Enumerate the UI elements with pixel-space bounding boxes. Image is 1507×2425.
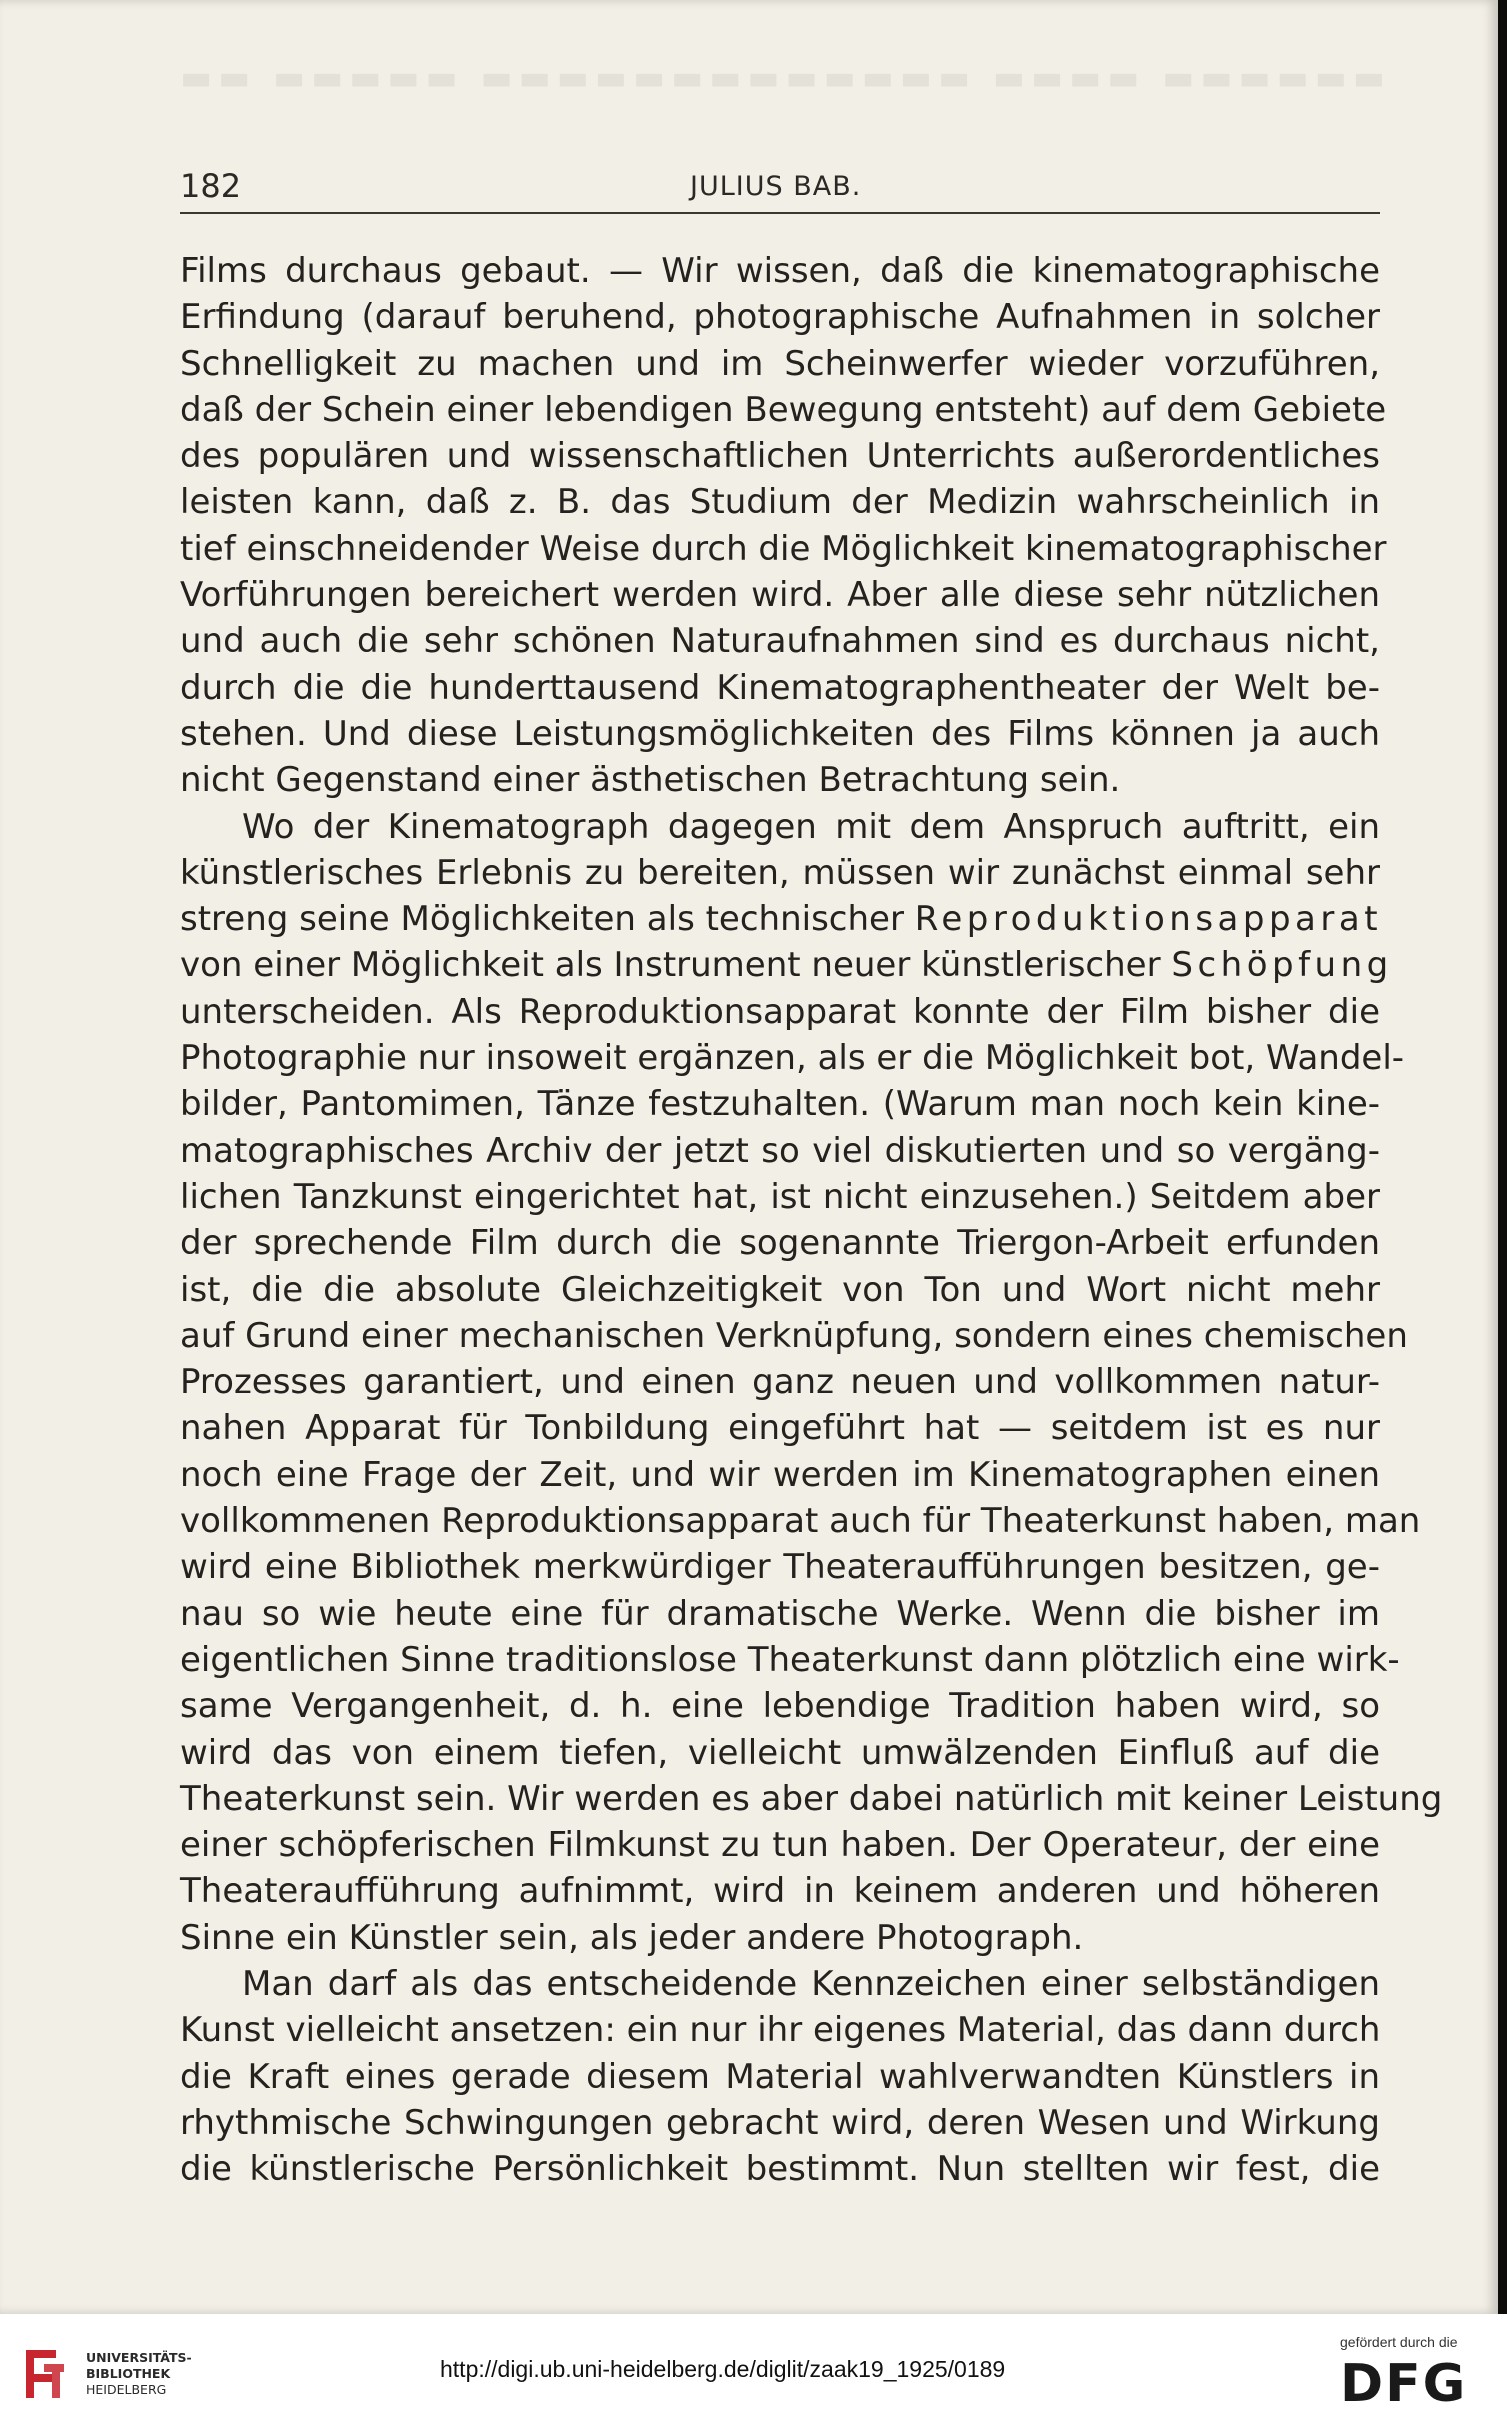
dfg-logo: DFG [1340, 2354, 1468, 2414]
text-line: leisten kann, daß z. B. das Studium der Medizin wahrscheinlich in [180, 482, 1380, 523]
text-line: Photographie nur insoweit ergänzen, als er die Möglichkeit bot, Wandel- [180, 1038, 1405, 1079]
text-line: des populären und wissenschaftlichen Unterrichts außerordentliches [180, 436, 1380, 477]
text-line: wird eine Bibliothek merkwürdiger Theateraufführungen besitzen, ge- [180, 1547, 1380, 1588]
text-line: daß der Schein einer lebendigen Bewegung entsteht) auf dem Gebiete [180, 389, 1387, 430]
text-line: Kunst vielleicht ansetzen: ein nur ihr eigenes Material, das dann durch [180, 2010, 1381, 2051]
text-line: der sprechende Film durch die sogenannte Triergon-Arbeit erfunden [180, 1223, 1380, 1264]
text-line: eigentlichen Sinne traditionslose Theaterkunst dann plötzlich eine wirk- [180, 1639, 1400, 1680]
text-line: Schnelligkeit zu machen und im Scheinwerfer wieder vorzuführen, [180, 343, 1380, 384]
body-text [180, 248, 1443, 2192]
text-line: matographisches Archiv der jetzt so viel diskutierten und so vergäng- [180, 1130, 1380, 1171]
text-line: die Kraft eines gerade diesem Material wahlverwandten Künstlers in [180, 2056, 1380, 2097]
text-line: Sinne ein Künstler sein, als jeder andere Photograph. [180, 1917, 1084, 1958]
text-line: Films durchaus gebaut. — Wir wissen, daß die kinematographische [180, 251, 1380, 291]
text-segment: streng seine Möglichkeiten als technischer [180, 899, 915, 940]
text-line: und auch die sehr schönen Naturaufnahmen sind es durchaus nicht, [180, 621, 1380, 662]
text-line: Wo der Kinematograph dagegen mit dem Anspruch auftritt, ein [242, 806, 1380, 847]
library-name-line: UNIVERSITÄTS- [86, 2350, 192, 2365]
text-line: Theaterkunst sein. Wir werden es aber dabei natürlich mit keiner Leistung [180, 1778, 1443, 1819]
text-line: ist, die die absolute Gleichzeitigkeit von Ton und Wort nicht mehr [180, 1269, 1380, 1310]
emphasized-term: Reproduktionsapparat [914, 899, 1383, 940]
text-line: Prozesses garantiert, und einen ganz neuen und vollkommen natur- [180, 1362, 1380, 1403]
text-line [180, 896, 1383, 942]
text-line: rhythmische Schwingungen gebracht wird, deren Wesen und Wirkung [180, 2102, 1380, 2143]
text-line: tief einschneidender Weise durch die Möglichkeit kinematographischer [180, 528, 1387, 569]
text-line: nau so wie heute eine für dramatische Werke. Wenn die bisher im [180, 1593, 1380, 1634]
bleed-through-text: ▬▬ ▬▬▬▬▬ ▬▬▬▬▬▬▬▬▬▬▬▬▬ ▬▬▬▬ ▬▬▬▬▬▬ [180, 58, 1391, 98]
text-line [180, 942, 1393, 988]
source-url-link[interactable]: http://digi.ub.uni-heidelberg.de/diglit/zaak19_1925/0189 [440, 2356, 1006, 2382]
text-line: noch eine Frage der Zeit, und wir werden im Kinematographen einen [180, 1454, 1380, 1495]
text-line: nicht Gegenstand einer ästhetischen Betrachtung sein. [180, 760, 1121, 801]
text-line: Erfindung (darauf beruhend, photographische Aufnahmen in solcher [180, 297, 1380, 338]
library-name-line: BIBLIOTHEK [86, 2366, 171, 2381]
emphasized-term: Schöpfung [1171, 945, 1393, 986]
text-line: auf Grund einer mechanischen Verknüpfung, sondern eines chemischen [180, 1315, 1408, 1356]
text-line: unterscheiden. Als Reproduktionsapparat konnte der Film bisher die [180, 991, 1380, 1032]
page-header [180, 167, 1380, 214]
library-name [86, 2350, 192, 2398]
text-line: vollkommenen Reproduktionsapparat auch für Theaterkunst haben, man [180, 1501, 1421, 1542]
text-line: durch die die hunderttausend Kinematographentheater der Welt be- [180, 667, 1380, 708]
page-number: 182 [180, 167, 242, 205]
text-line: nahen Apparat für Tonbildung eingeführt hat — seitdem ist es nur [180, 1408, 1380, 1449]
text-line: Theateraufführung aufnimmt, wird in keinem anderen und höheren [180, 1871, 1380, 1912]
text-segment: von einer Möglichkeit als Instrument neuer künstlerischer [180, 945, 1172, 986]
text-line: wird das von einem tiefen, vielleicht umwälzenden Einfluß auf die [180, 1732, 1380, 1773]
funding-note: gefördert durch die [1340, 2334, 1458, 2350]
text-line: same Vergangenheit, d. h. eine lebendige Tradition haben wird, so [180, 1686, 1380, 1727]
footer-bar [0, 2314, 1507, 2425]
library-logo-icon [16, 2344, 71, 2404]
text-line: künstlerisches Erlebnis zu bereiten, müssen wir zunächst einmal sehr [180, 852, 1380, 893]
text-line: stehen. Und diese Leistungsmöglichkeiten des Films können ja auch [180, 713, 1380, 754]
text-line: einer schöpferischen Filmkunst zu tun haben. Der Operateur, der eine [180, 1825, 1380, 1866]
text-line: Vorführungen bereichert werden wird. Aber alle diese sehr nützlichen [180, 575, 1380, 616]
text-line: bilder, Pantomimen, Tänze festzuhalten. (Warum man noch kein kine- [180, 1084, 1380, 1125]
running-head: JULIUS BAB. [690, 171, 862, 202]
text-line: die künstlerische Persönlichkeit bestimmt. Nun stellten wir fest, die [180, 2149, 1380, 2190]
text-line: lichen Tanzkunst eingerichtet hat, ist nicht einzusehen.) Seitdem aber [180, 1176, 1380, 1217]
text-line: Man darf als das entscheidende Kennzeichen einer selbständigen [242, 1963, 1380, 2004]
library-name-line: HEIDELBERG [86, 2382, 167, 2397]
